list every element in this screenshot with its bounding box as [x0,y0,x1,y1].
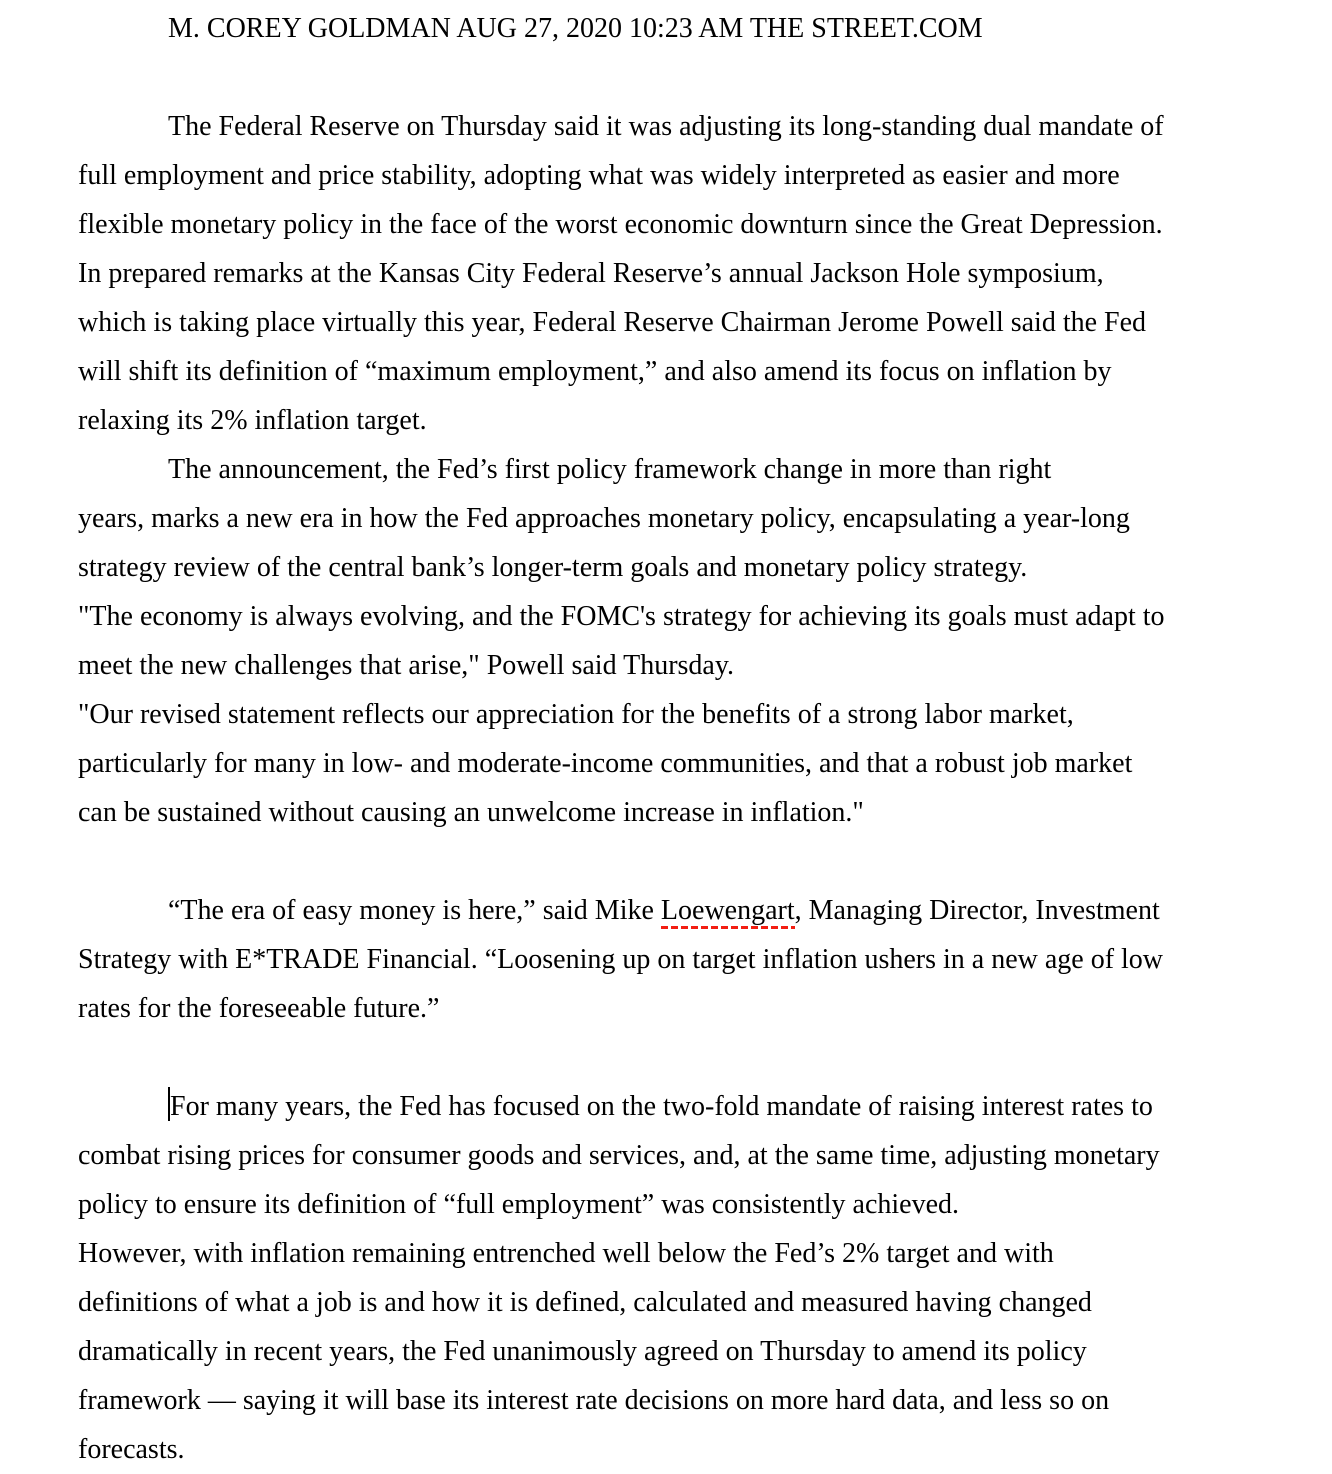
text-line[interactable] [78,1082,1292,1131]
text-line[interactable]: "The economy is always evolving, and the FOMC's strategy for achieving its goals must adapt to [78,601,1165,632]
text-line[interactable] [78,886,1292,935]
text-line[interactable]: The Federal Reserve on Thursday said it was adjusting its long-standing dual mandate of [168,111,1164,142]
text-line[interactable]: which is taking place virtually this year, Federal Reserve Chairman Jerome Powell said the Fed [78,307,1147,338]
text-line[interactable]: rates for the foreseeable future.” [78,993,440,1024]
text-line[interactable]: framework — saying it will base its interest rate decisions on more hard data, and less so on [78,1385,1110,1416]
paragraph-however [78,1229,1292,1474]
paragraph-for-many-years [78,1082,1292,1229]
text-line[interactable]: The announcement, the Fed’s first policy framework change in more than right [168,454,1052,485]
text-line[interactable]: In prepared remarks at the Kansas City Federal Reserve’s annual Jackson Hole symposium, [78,258,1104,289]
paragraph-revised-statement-quote [78,690,1292,837]
text-line[interactable]: can be sustained without causing an unwelcome increase in inflation." [78,797,864,828]
text-line[interactable]: will shift its definition of “maximum employment,” and also amend its focus on inflation by [78,356,1112,387]
text-line[interactable]: However, with inflation remaining entrenched well below the Fed’s 2% target and with [78,1238,1054,1269]
text-line[interactable]: policy to ensure its definition of “full employment” was consistently achieved. [78,1189,960,1220]
text-line[interactable]: definitions of what a job is and how it is defined, calculated and measured having changed [78,1287,1092,1318]
text-line[interactable]: combat rising prices for consumer goods and services, and, at the same time, adjusting monetary [78,1140,1160,1171]
text-line[interactable]: Strategy with E*TRADE Financial. “Loosening up on target inflation ushers in a new age of low [78,944,1164,975]
paragraph-announcement [78,445,1292,592]
blank-line[interactable] [78,53,1292,102]
text-line[interactable]: years, marks a new era in how the Fed approaches monetary policy, encapsulating a year-long [78,503,1130,534]
text-line[interactable]: meet the new challenges that arise," Powell said Thursday. [78,650,735,681]
blank-line[interactable] [78,837,1292,886]
text-segment: For many years, the Fed has focused on the two-fold mandate of raising interest rates to [170,1091,1153,1122]
text-segment: “The era of easy money is here,” said Mike [168,895,661,926]
text-line[interactable]: particularly for many in low- and moderate-income communities, and that a robust job market [78,748,1133,779]
text-line[interactable]: relaxing its 2% inflation target. [78,405,427,436]
text-segment: , Managing Director, Investment [794,895,1160,926]
paragraph-easy-money-quote [78,886,1292,1033]
text-line[interactable]: strategy review of the central bank’s longer-term goals and monetary policy strategy. [78,552,1028,583]
text-line[interactable]: forecasts. [78,1434,185,1465]
paragraph-economy-quote [78,592,1292,690]
misspelled-word[interactable]: Loewengart [661,895,795,929]
text-line[interactable]: flexible monetary policy in the face of the worst economic downturn since the Great Depression. [78,209,1163,240]
article-byline[interactable]: M. COREY GOLDMAN AUG 27, 2020 10:23 AM THE STREET.COM [168,13,983,44]
text-line[interactable]: dramatically in recent years, the Fed unanimously agreed on Thursday to amend its policy [78,1336,1087,1367]
text-line[interactable]: full employment and price stability, adopting what was widely interpreted as easier and more [78,160,1120,191]
paragraph-intro [78,102,1292,445]
blank-line[interactable] [78,1033,1292,1082]
text-line[interactable]: "Our revised statement reflects our appreciation for the benefits of a strong labor market, [78,699,1074,730]
